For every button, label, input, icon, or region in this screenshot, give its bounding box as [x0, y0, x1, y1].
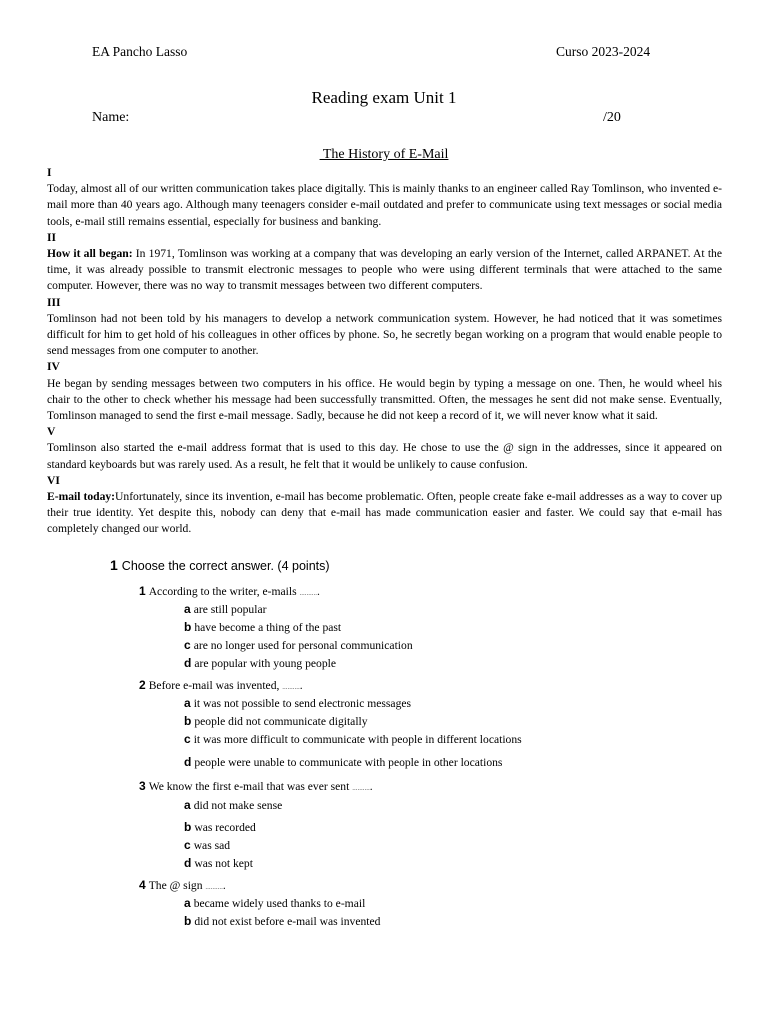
option-text: people were unable to communicate with people in other locations: [194, 756, 503, 769]
section-text: Tomlinson also started the e-mail address format that is used to this day. He chose to use the @ sign in the addresses, since it appeared on standard keyboards but was rarely used. As a result, he felt that it would be unlikely to cause confusion.: [47, 441, 722, 471]
option-1a: [184, 602, 266, 616]
question-end: .: [299, 679, 303, 692]
option-2d: [184, 755, 502, 769]
option-text: was recorded: [194, 821, 256, 834]
exercise-number: 1: [110, 557, 118, 573]
section-number: VI: [47, 473, 60, 487]
option-text: did not exist before e-mail was invented: [194, 915, 381, 928]
question-text: We know the first e-mail that was ever sent: [148, 780, 353, 793]
reading-title: The History of E-Mail: [319, 147, 449, 162]
option-2a: [184, 696, 411, 710]
option-4b: [184, 914, 380, 928]
option-letter: b: [184, 820, 192, 834]
question-text: According to the writer, e-mails: [148, 585, 300, 598]
answer-blank: ..........: [352, 784, 370, 792]
reading-text: [47, 165, 722, 538]
score-total: /20: [603, 110, 621, 125]
option-3c: [184, 838, 230, 852]
option-text: it was not possible to send electronic messages: [193, 697, 412, 710]
option-text: was not kept: [194, 857, 253, 870]
answer-blank: ..........: [282, 683, 300, 691]
option-letter: b: [184, 620, 192, 634]
option-letter: c: [184, 638, 191, 652]
exercise-instruction: Choose the correct answer. (4 points): [121, 559, 330, 573]
option-2b: [184, 714, 368, 728]
option-letter: c: [184, 838, 191, 852]
option-letter: a: [184, 602, 191, 616]
option-text: have become a thing of the past: [194, 621, 342, 634]
section-5: [47, 424, 722, 473]
question-number: 4: [139, 878, 146, 892]
option-1b: [184, 620, 341, 634]
option-letter: a: [184, 798, 191, 812]
option-letter: b: [184, 714, 192, 728]
option-letter: a: [184, 896, 191, 910]
section-lead: How it all began:: [47, 247, 133, 261]
option-4a: [184, 896, 365, 910]
section-number: IV: [47, 360, 60, 374]
section-4: [47, 359, 722, 424]
question-4: [139, 878, 226, 892]
section-number: V: [47, 425, 56, 439]
course-year: Curso 2023-2024: [556, 44, 651, 59]
option-3b: [184, 820, 256, 834]
exercise-heading: [110, 557, 330, 573]
answer-blank: ..........: [205, 883, 223, 891]
question-text: The @ sign: [148, 879, 206, 892]
option-2c: [184, 732, 522, 746]
section-text: Unfortunately, since its invention, e-mail has become problematic. Often, people create fake e-mail addresses as a way to cover up their true identity. Yet despite this, nobody can deny that e-mail has made communication easier and faster. We could say that e-mail has completely changed our world.: [47, 490, 722, 536]
option-text: did not make sense: [193, 799, 283, 812]
name-label: Name:: [92, 110, 130, 125]
option-letter: c: [184, 732, 191, 746]
section-number: II: [47, 230, 57, 244]
section-3: [47, 295, 722, 360]
option-letter: d: [184, 656, 192, 670]
school-name: EA Pancho Lasso: [92, 44, 188, 59]
section-number: III: [47, 295, 61, 309]
section-1: [47, 165, 722, 230]
option-letter: a: [184, 696, 191, 710]
option-text: are popular with young people: [194, 657, 337, 670]
section-text: Today, almost all of our written communication takes place digitally. This is mainly thanks to an engineer called Ray Tomlinson, who invented e-mail more than 40 years ago. Although many teenagers consider e-mail outdated and prefer to communicate using text messages or social media tools, e-mail still remains essential, especially for business and banking.: [47, 182, 722, 228]
option-text: it was more difficult to communicate with people in different locations: [193, 733, 522, 746]
option-letter: d: [184, 755, 192, 769]
section-lead: E-mail today:: [47, 490, 116, 504]
question-2: [139, 678, 303, 692]
question-3: [139, 779, 373, 793]
option-1c: [184, 638, 413, 652]
section-6: [47, 473, 722, 538]
section-number: I: [47, 166, 52, 179]
option-text: are still popular: [193, 603, 267, 616]
option-text: was sad: [193, 839, 231, 852]
question-number: 1: [139, 584, 146, 598]
option-text: are no longer used for personal communication: [193, 639, 413, 652]
section-text: In 1971, Tomlinson was working at a company that was developing an early version of the Internet, called ARPANET. At the time, it was already possible to transmit electronic messages to people who were using different terminals that were attached to the same computer. However, there was no way to transmit messages between two different computers.: [47, 247, 722, 293]
section-text: He began by sending messages between two computers in his office. He would begin by typing a message on one. Then, he would wheel his chair to the other to check whether his message had been successfully transmitted. Often, the messages he sent did not make sense. Eventually, Tomlinson managed to send the first e-mail message. Sadly, because he did not keep a record of it, we will never know what it said.: [47, 376, 722, 423]
question-end: .: [222, 879, 226, 892]
option-3a: [184, 798, 282, 812]
question-number: 2: [139, 678, 146, 692]
question-text: Before e-mail was invented,: [148, 679, 283, 692]
question-1: [139, 584, 320, 598]
option-3d: [184, 856, 253, 870]
option-1d: [184, 656, 336, 670]
option-text: people did not communicate digitally: [194, 715, 368, 728]
option-text: became widely used thanks to e-mail: [193, 897, 366, 910]
option-letter: b: [184, 914, 192, 928]
section-text: Tomlinson had not been told by his managers to develop a network communication system. However, he had noticed that it was sometimes difficult for him to get hold of his colleagues in other offices by phone. So, he secretly began working on a program that would enable people to send messages from one computer to another.: [47, 311, 722, 358]
question-end: .: [369, 780, 373, 793]
option-letter: d: [184, 856, 192, 870]
section-2: [47, 230, 722, 295]
question-number: 3: [139, 779, 146, 793]
exam-title: Reading exam Unit 1: [311, 88, 457, 107]
question-end: .: [317, 585, 320, 598]
answer-blank: ..........: [299, 589, 318, 597]
